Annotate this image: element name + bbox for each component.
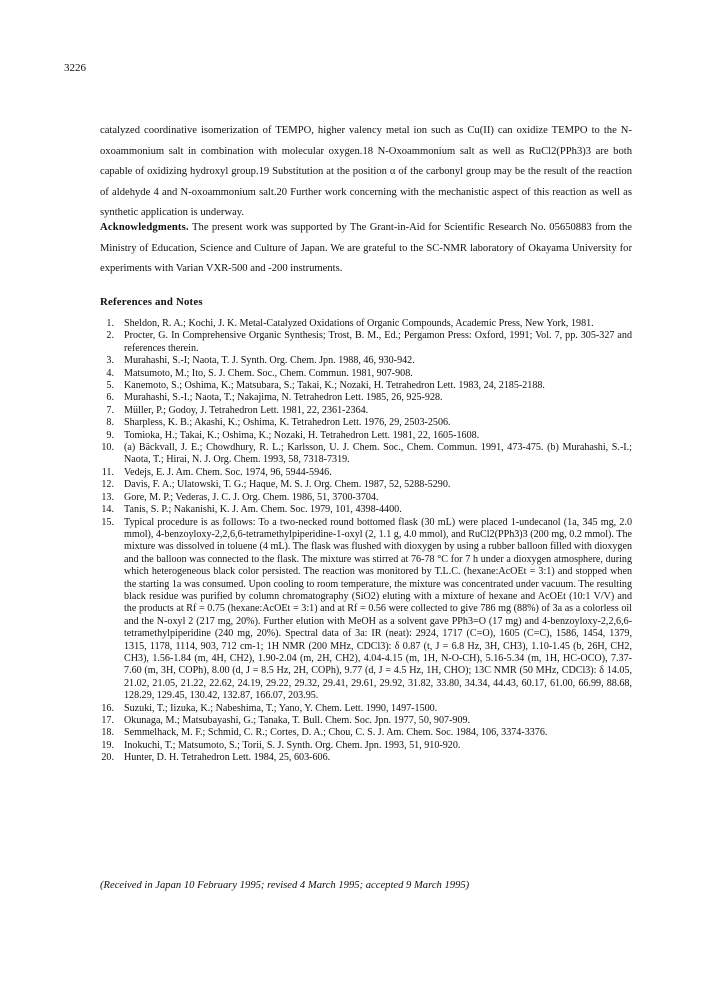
acknowledgments-paragraph [100,218,632,280]
reference-item [86,405,632,417]
reference-text: Davis, F. A.; Ulatowski, T. G.; Haque, M. S. J. Org. Chem. 1987, 52, 5288-5290. [124,479,451,491]
reference-item [86,727,632,739]
reference-number: 7. [106,404,114,416]
reference-item [86,740,632,752]
acknowledgments-heading: Acknowledgments. [100,222,189,233]
references-list [86,318,632,765]
reference-text: Matsumoto, M.; Ito, S. J. Chem. Soc., Chem. Commun. 1981, 907-908. [124,367,413,379]
reference-item [86,467,632,479]
reference-number: 9. [106,429,114,441]
reference-text: Procter, G. In Comprehensive Organic Synthesis; Trost, B. M., Ed.; Pergamon Press: Oxford, 1991; Vol. 7, pp. 305-327 and references therein. [124,330,632,354]
reference-number: 1. [106,318,114,329]
reference-number: 18. [101,727,114,739]
reference-item [86,752,632,764]
intro-paragraph: catalyzed coordinative isomerization of TEMPO, higher valency metal ion such as Cu(II) can oxidize TEMPO to the N-oxoammonium salt in combination with molecular oxygen.18 N-Oxoammonium salt as well as RuCl2(PPh3)3 are both capable of oxidizing hydroxyl group.19 Substitution at the position α of the carbonyl group may be the result of the reaction of aldehyde 4 and N-oxoammonium salt.20 Further work concerning with the mechanistic aspect of this reaction as well as synthetic application is underway. [100,125,632,218]
reference-text: Tomioka, H.; Takai, K.; Oshima, K.; Nozaki, H. Tetrahedron Lett. 1981, 22, 1605-1608. [124,429,480,441]
reference-text: Murahashi, S.-I.; Naota, T.; Nakajima, N. Tetrahedron Lett. 1985, 26, 925-928. [124,392,443,404]
reference-number: 19. [101,739,114,751]
reference-number: 15. [101,516,114,528]
reference-text: Semmelhack, M. F.; Schmid, C. R.; Cortes, D. A.; Chou, C. S. J. Am. Chem. Soc. 1984, 106, 3374-3376. [124,727,548,739]
reference-item [86,380,632,392]
reference-number: 8. [106,417,114,429]
received-dates-line: (Received in Japan 10 February 1995; revised 4 March 1995; accepted 9 March 1995) [100,880,470,891]
reference-number: 14. [101,504,114,516]
reference-number: 10. [101,442,114,454]
reference-text: Suzuki, T.; Iizuka, K.; Nabeshima, T.; Yano, Y. Chem. Lett. 1990, 1497-1500. [124,702,438,714]
acknowledgments-text: The present work was supported by The Grant-in-Aid for Scientific Research No. 05650883 from the Ministry of Education, Science and Culture of Japan. We are grateful to the SC-NMR laboratory of Okayama University for experiments with Varian VXR-500 and -200 instruments. [100,222,632,274]
reference-item [86,703,632,715]
reference-text: Gore, M. P.; Vederas, J. C. J. Org. Chem. 1986, 51, 3700-3704. [124,491,379,503]
reference-text: Tanis, S. P.; Nakanishi, K. J. Am. Chem. Soc. 1979, 101, 4398-4400. [124,504,402,516]
reference-number: 20. [101,752,114,764]
reference-text: Sharpless, K. B.; Akashi, K.; Oshima, K. Tetrahedron Lett. 1976, 29, 2503-2506. [124,417,451,429]
reference-item [86,330,632,355]
reference-text: (a) Bäckvall, J. E.; Chowdhury, R. L.; Karlsson, U. J. Chem. Soc., Chem. Commun. 1991, 473-475. (b) Murahashi, S.-I.; Naota, T.; Hirai, N. J. Org. Chem. 1993, 58, 7318-7319. [124,442,632,466]
reference-number: 4. [106,367,114,379]
reference-text: Typical procedure is as follows: To a two-necked round bottomed flask (30 mL) were placed 1-undecanol (1a, 345 mg, 2.0 mmol), 4-benzoyloxy-2,2,6,6-tetramethylpiperidine-1-oxyl (2, 1.1 g, 4.0 mmol), and RuCl2(PPh3)3 (200 mg, 0.2 mmol). The mixture was dissolved in toluene (4 mL). The flask was flushed with dioxygen by using a rubber balloon filled with dioxygen and the balloon was connected to the flask. The mixture was stirred at 76-78 °C for 7 h under a dioxygen atmosphere, during which heterogeneous black color persisted. The reaction was monitored by T.L.C. (hexane:AcOEt = 3:1) and stopped when the starting 1a was consumed. Upon cooling to room temperature, the mixture was concentrated under vacuum. The resulting black residue was purified by column chromatography (SiO2) eluting with a mixture of hexane and AcOEt (10:1 V/V) and the products at Rf = 0.75 (hexane:AcOEt = 3:1) and at Rf = 0.56 were collected to give 786 mg (88%) of 3a as a colorless oil and the N-oxyl 2 (217 mg, 20%). Further elution with MeOH as a solvent gave PPh3=O (17 mg) and 4-benzoyloxy-2,2,6,6-tetramethylpiperidine (240 mg, 20%). Spectral data of 3a: IR (neat): 2924, 1717 (C=O), 1605 (C=C), 1586, 1454, 1379, 1315, 1178, 1114, 903, 712 cm-1; 1H NMR (200 MHz, CDCl3): δ 0.87 (t, J = 6.8 Hz, 3H, CH3), 1.10-1.45 (b, 26H, CH2, CH3), 1.56-1.84 (m, 4H, CH2), 1.90-2.04 (m, 2H, CH2), 4.04-4.15 (m, 1H, N-O-CH), 5.16-5.34 (m, 1H, HC-OCO), 7.37-7.60 (m, 3H, COPh), 8.00 (d, J = 8.5 Hz, 2H, COPh), 9.77 (d, J = 4.5 Hz, 1H, CHO); 13C NMR (50 MHz, CDCl3): δ 14.05, 21.02, 21.05, 21.22, 22.62, 24.19, 29.22, 29.32, 29.41, 29.61, 29.92, 31.82, 33.80, 34.34, 44.43, 60.17, 61.00, 66.99, 88.68, 128.29, 129.45, 130.42, 132.87, 166.07, 203.95. [124,516,632,702]
reference-item [86,430,632,442]
reference-item [86,492,632,504]
reference-text: Vedejs, E. J. Am. Chem. Soc. 1974, 96, 5944-5946. [124,466,332,478]
reference-item [86,417,632,429]
reference-text: Sheldon, R. A.; Kochi, J. K. Metal-Catalyzed Oxidations of Organic Compounds, Academic Press, New York, 1981. [124,318,594,329]
reference-text: Hunter, D. H. Tetrahedron Lett. 1984, 25, 603-606. [124,752,331,764]
reference-item [86,355,632,367]
reference-number: 17. [101,715,114,726]
reference-text: Inokuchi, T.; Matsumoto, S.; Torii, S. J. Synth. Org. Chem. Jpn. 1993, 51, 910-920. [124,739,461,751]
reference-number: 5. [106,380,114,392]
reference-text: Okunaga, M.; Matsubayashi, G.; Tanaka, T. Bull. Chem. Soc. Jpn. 1977, 50, 907-909. [124,715,471,726]
reference-text: Müller, P.; Godoy, J. Tetrahedron Lett. 1981, 22, 2361-2364. [124,404,369,416]
reference-number: 16. [101,702,114,714]
reference-number: 6. [106,392,114,404]
reference-number: 12. [101,479,114,491]
references-heading: References and Notes [100,296,203,308]
reference-item [86,504,632,516]
reference-item [86,715,632,727]
reference-number: 3. [106,355,114,367]
reference-text: Murahashi, S.-I; Naota, T. J. Synth. Org. Chem. Jpn. 1988, 46, 930-942. [124,355,415,367]
reference-item [86,368,632,380]
reference-item [86,318,632,330]
reference-number: 11. [101,466,114,478]
page-number: 3226 [64,62,86,74]
reference-item [86,442,632,467]
reference-item [86,479,632,491]
reference-item [86,517,632,703]
reference-text: Kanemoto, S.; Oshima, K.; Matsubara, S.; Takai, K.; Nozaki, H. Tetrahedron Lett. 1983, 24, 2185-2188. [124,380,545,392]
reference-item [86,392,632,404]
reference-number: 13. [101,491,114,503]
reference-number: 2. [106,330,114,342]
